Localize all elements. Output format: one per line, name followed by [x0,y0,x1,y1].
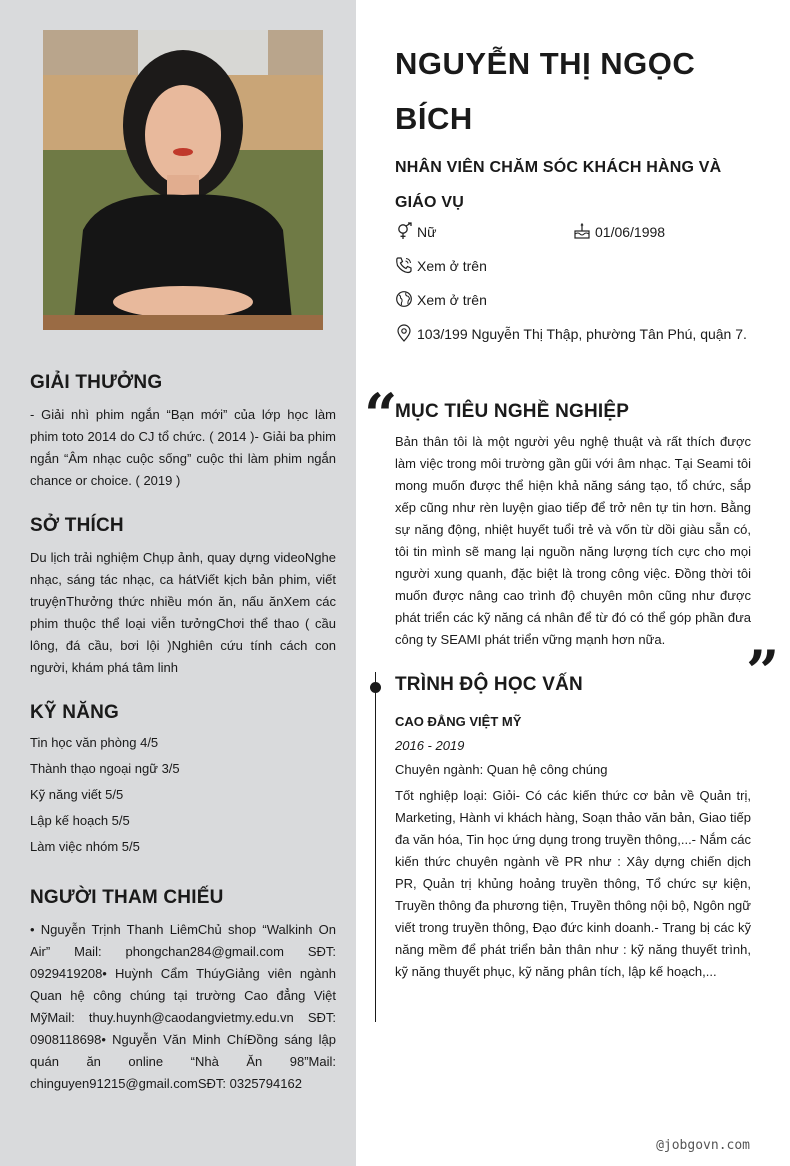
gender-icon [395,222,413,240]
phone-icon [395,256,413,274]
website-value: Xem ở trên [417,292,487,308]
profile-photo [43,30,323,330]
timeline-dot [370,682,381,693]
hobbies-title: SỞ THÍCH [30,515,124,536]
education-period: 2016 - 2019 [395,738,465,753]
website-row [395,290,487,310]
awards-title: GIẢI THƯỞNG [30,372,163,393]
location-pin-icon [395,324,413,342]
hobbies-section [30,515,336,679]
education-school: CAO ĐẲNG VIỆT MỸ [395,714,522,729]
timeline-line [375,672,376,1022]
references-section [30,887,336,1095]
education-major: Chuyên ngành: Quan hệ công chúng [395,762,608,777]
awards-text: - Giải nhì phim ngắn “Bạn mới” của lớp học làm phim toto 2014 do CJ tổ chức. ( 2014 )- Giải ba phim ngắn “Âm nhạc cuộc sống” cuộc thi làm phim ngắn chance or choice. ( 2019 ) [30,407,336,488]
education-title: TRÌNH ĐỘ HỌC VẤN [395,674,583,695]
birthday-row [573,222,665,242]
globe-icon [395,290,413,308]
skill-item: Lập kế hoạch 5/5 [30,813,130,828]
address-row [395,322,755,346]
skills-section [30,702,336,860]
education-entry [395,712,751,983]
profile-photo-illustration [43,30,323,330]
sidebar [0,0,356,1166]
objective-text: Bản thân tôi là một người yêu nghệ thuật và rất thích được làm việc trong môi trường gần gũi với âm nhạc. Tại Seami tôi mong muốn được thể hiện khả năng sáng tạo, tổ chức, sắp xếp cũng như rèn luyện giao tiếp để trở nên tự tin hơn. Bằng sự năng động, nhiệt huyết tuổi trẻ và vốn từ dồi giàu sẵn có, tôi tin mình sẽ mang lại nguồn năng lượng tích cực cho mọi người xung quanh, đặc biệt là trong công việc. Đồng thời tôi muốn được nâng cao trình độ chuyên môn cũng như được phát triển các kỹ năng cá nhân để từ đó có thể góp phần đưa công ty SEAMI phát triển vững mạnh hơn nữa. [395,434,751,647]
phone-value: Xem ở trên [417,258,487,274]
gender-row [395,222,436,242]
references-title: NGƯỜI THAM CHIẾU [30,887,224,908]
address-value: 103/199 Nguyễn Thị Thập, phường Tân Phú, quận 7. [417,326,747,342]
education-description: Tốt nghiệp loại: Giỏi- Có các kiến thức cơ bản về Quản trị, Marketing, Hành vi khách hàng, Soạn thảo văn bản, Giao tiếp đa văn hóa, Tin học ứng dụng trong truyền thông,...- Nắm các kiến thức chuyên ngành về PR như : Xây dựng chiến dịch PR, Quản trị khủng hoảng truyền thông, Tổ chức sự kiện, Truyền thông đa phương tiện, Truyền thông nội bộ, Ngôn ngữ viết trong truyền thông, Đạo đức kinh doanh.- Trang bị các kỹ năng mềm để phát triển bản thân như : kỹ năng thuyết trình, kỹ năng thuyết phục, kỹ năng phân tích, lập kế hoạch,... [395,788,751,979]
references-text: • Nguyễn Trịnh Thanh LiêmChủ shop “Walkinh On Air” Mail: phongchan284@gmail.com SĐT: 0929419208• Huỳnh Cẩm ThúyGiảng viên ngành Quan hệ công chúng tại trường Cao đẳng Việt MỹMail: thuy.huynh@caodangvietmy.edu.vn SĐT: 0908118698• Nguyễn Văn Minh ChíĐồng sáng lập quán ăn online “Nhà Ăn 98”Mail: chinguyen91215@gmail.comSĐT: 0325794162 [30,922,336,1091]
skills-title: KỸ NĂNG [30,702,120,723]
phone-row [395,256,487,276]
quote-open-mark: “ [364,381,398,449]
birthday-cake-icon [573,222,591,240]
watermark: @jobgovn.com [656,1138,750,1153]
birthday-value: 01/06/1998 [595,224,666,240]
hobbies-text: Du lịch trải nghiệm Chụp ảnh, quay dựng videoNghe nhạc, sáng tác nhạc, ca hátViết kịch bản phim, viết truyệnThưởng thức nhiều món ăn, nấu ănXem các phim thuộc thể loại viễn tưởngChơi thể thao ( cầu lông, đá cầu, bơi lội )Nghiên cứu tính cách con người, khám phá tâm linh [30,550,336,675]
main-content [356,0,790,1166]
skill-item: Kỹ năng viết 5/5 [30,787,124,802]
quote-close-mark: ” [746,638,780,706]
objective-title: MỤC TIÊU NGHỀ NGHIỆP [395,401,630,422]
job-title: NHÂN VIÊN CHĂM SÓC KHÁCH HÀNG VÀ GIÁO VỤ [395,159,722,211]
candidate-name: NGUYỄN THỊ NGỌC BÍCH [395,46,696,136]
awards-section [30,372,336,492]
skill-item: Làm việc nhóm 5/5 [30,839,140,854]
skill-item: Thành thạo ngoại ngữ 3/5 [30,761,180,776]
gender-value: Nữ [417,224,437,240]
skill-item: Tin học văn phòng 4/5 [30,735,159,750]
